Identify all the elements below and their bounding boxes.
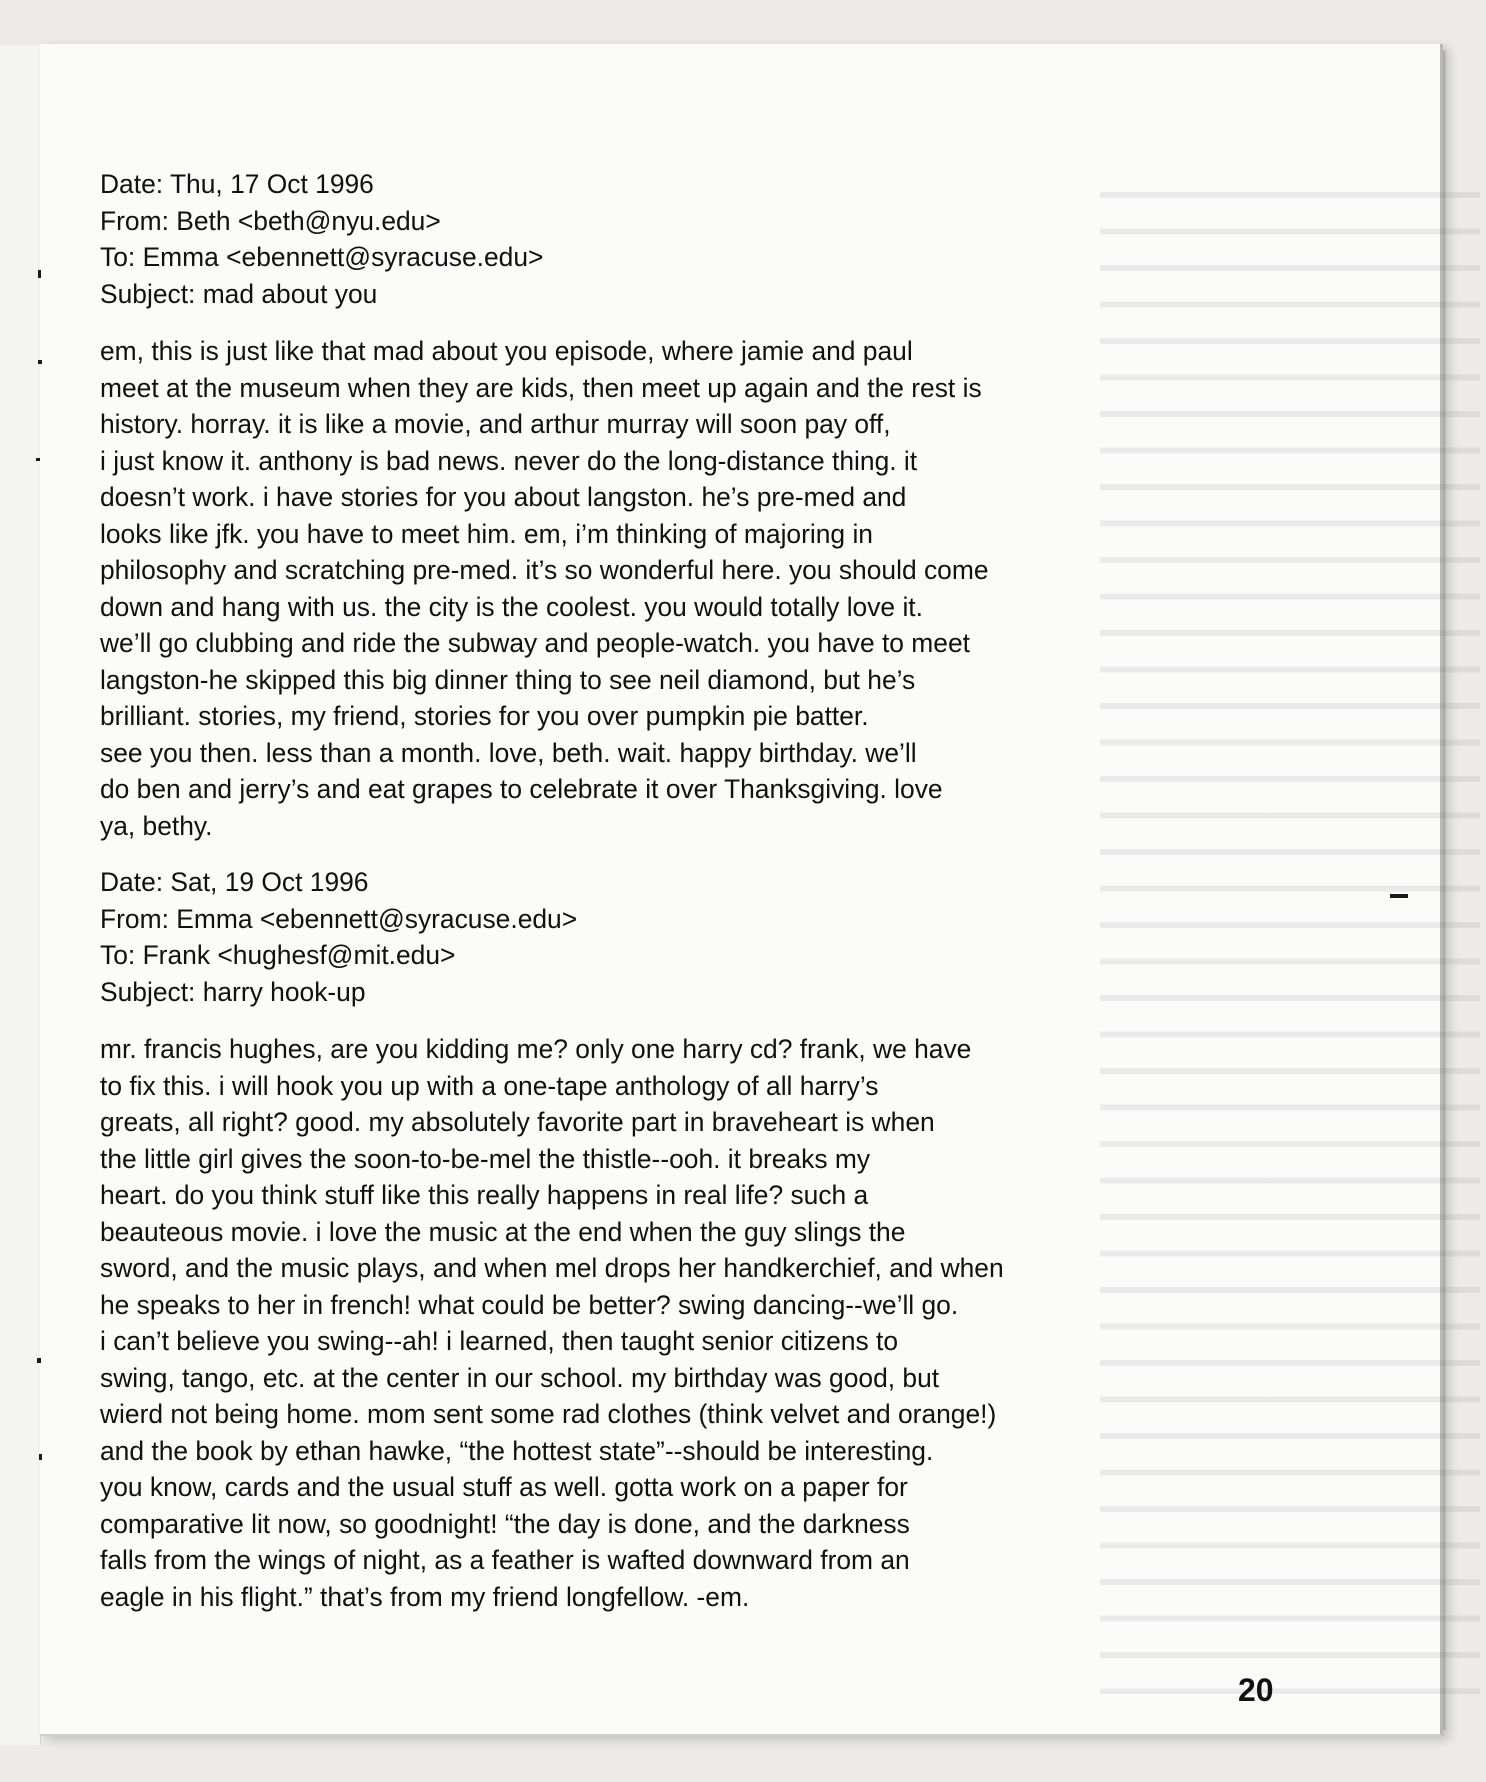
body-line: the little girl gives the soon-to-be-mel the thistle--ooh. it breaks my <box>100 1143 871 1174</box>
body-line: greats, all right? good. my absolutely favorite part in braveheart is when <box>100 1107 935 1137</box>
body-line: see you then. less than a month. love, beth. wait. happy birthday. we’ll <box>100 737 917 768</box>
scan-speck <box>37 1358 41 1363</box>
body-line: you know, cards and the usual stuff as well. gotta work on a paper for <box>100 1472 908 1502</box>
subject-label: Subject: <box>100 278 196 309</box>
date-value: Sat, 19 Oct 1996 <box>170 867 369 897</box>
body-line: swing, tango, etc. at the center in our school. my birthday was good, but <box>100 1362 940 1393</box>
page-number: 20 <box>1238 1672 1274 1708</box>
to-line <box>100 239 1180 276</box>
to-value: Frank <hughesf@mit.edu> <box>142 940 456 970</box>
body-line: langston-he skipped this big dinner thing to see neil diamond, but he’s <box>100 664 916 695</box>
from-value: Emma <ebennett@syracuse.edu> <box>176 903 578 934</box>
subject-value: mad about you <box>202 278 378 309</box>
from-label: From: <box>100 903 169 934</box>
email-header <box>100 864 1180 1010</box>
body-line: looks like jfk. you have to meet him. em, i’m thinking of majoring in <box>100 518 873 549</box>
date-label: Date: <box>100 169 164 199</box>
date-line <box>100 864 1180 901</box>
email-body <box>100 1031 1180 1615</box>
body-line: ya, bethy. <box>100 810 213 841</box>
from-line <box>100 203 1180 240</box>
date-label: Date: <box>100 867 164 897</box>
from-label: From: <box>100 205 169 236</box>
body-line: i can’t believe you swing--ah! i learned, then taught senior citizens to <box>100 1326 899 1356</box>
body-line: i just know it. anthony is bad news. never do the long-distance thing. it <box>100 445 918 476</box>
body-line: he speaks to her in french! what could be better? swing dancing--we’ll go. <box>100 1289 959 1320</box>
subject-line <box>100 276 1180 313</box>
to-value: Emma <ebennett@syracuse.edu> <box>142 242 544 272</box>
body-line: philosophy and scratching pre-med. it’s so wonderful here. you should come <box>100 555 989 585</box>
body-line: meet at the museum when they are kids, then meet up again and the rest is <box>100 372 982 403</box>
to-line <box>100 937 1180 974</box>
scan-speck <box>38 360 42 364</box>
date-value: Thu, 17 Oct 1996 <box>169 169 374 199</box>
body-line: heart. do you think stuff like this really happens in real life? such a <box>100 1180 869 1210</box>
body-line: to fix this. i will hook you up with a one-tape anthology of all harry’s <box>100 1070 879 1101</box>
body-line: sword, and the music plays, and when mel drops her handkerchief, and when <box>100 1253 1004 1283</box>
page-content <box>100 166 1180 1615</box>
margin-dash-mark <box>1390 894 1408 898</box>
left-page-edge <box>0 45 41 1745</box>
scan-speck <box>38 270 41 278</box>
subject-line <box>100 974 1180 1011</box>
body-line: mr. francis hughes, are you kidding me? only one harry cd? frank, we have <box>100 1034 972 1064</box>
body-line: comparative lit now, so goodnight! “the day is done, and the darkness <box>100 1508 910 1539</box>
email-message <box>100 864 1180 1615</box>
body-line: em, this is just like that mad about you episode, where jamie and paul <box>100 336 913 366</box>
body-line: eagle in his flight.” that’s from my friend longfellow. -em. <box>100 1581 750 1612</box>
scan-speck <box>39 1454 42 1460</box>
from-line <box>100 901 1180 938</box>
scan-speck <box>36 458 40 461</box>
body-line: brilliant. stories, my friend, stories for you over pumpkin pie batter. <box>100 701 869 731</box>
from-value: Beth <beth@nyu.edu> <box>176 205 441 236</box>
date-line <box>100 166 1180 203</box>
body-line: down and hang with us. the city is the coolest. you would totally love it. <box>100 591 923 622</box>
body-line: history. horray. it is like a movie, and arthur murray will soon pay off, <box>100 409 891 439</box>
subject-label: Subject: <box>100 976 196 1007</box>
email-message <box>100 166 1180 844</box>
email-body <box>100 333 1180 844</box>
subject-value: harry hook-up <box>202 976 366 1007</box>
body-line: we’ll go clubbing and ride the subway and people-watch. you have to meet <box>100 628 970 658</box>
body-line: falls from the wings of night, as a feather is wafted downward from an <box>100 1545 910 1575</box>
body-line: doesn’t work. i have stories for you about langston. he’s pre-med and <box>100 482 907 512</box>
body-line: wierd not being home. mom sent some rad clothes (think velvet and orange!) <box>100 1399 997 1429</box>
to-label: To: <box>100 940 136 970</box>
body-line: do ben and jerry’s and eat grapes to celebrate it over Thanksgiving. love <box>100 774 943 804</box>
to-label: To: <box>100 242 136 272</box>
email-header <box>100 166 1180 312</box>
body-line: and the book by ethan hawke, “the hottest state”--should be interesting. <box>100 1435 934 1466</box>
body-line: beauteous movie. i love the music at the end when the guy slings the <box>100 1216 906 1247</box>
